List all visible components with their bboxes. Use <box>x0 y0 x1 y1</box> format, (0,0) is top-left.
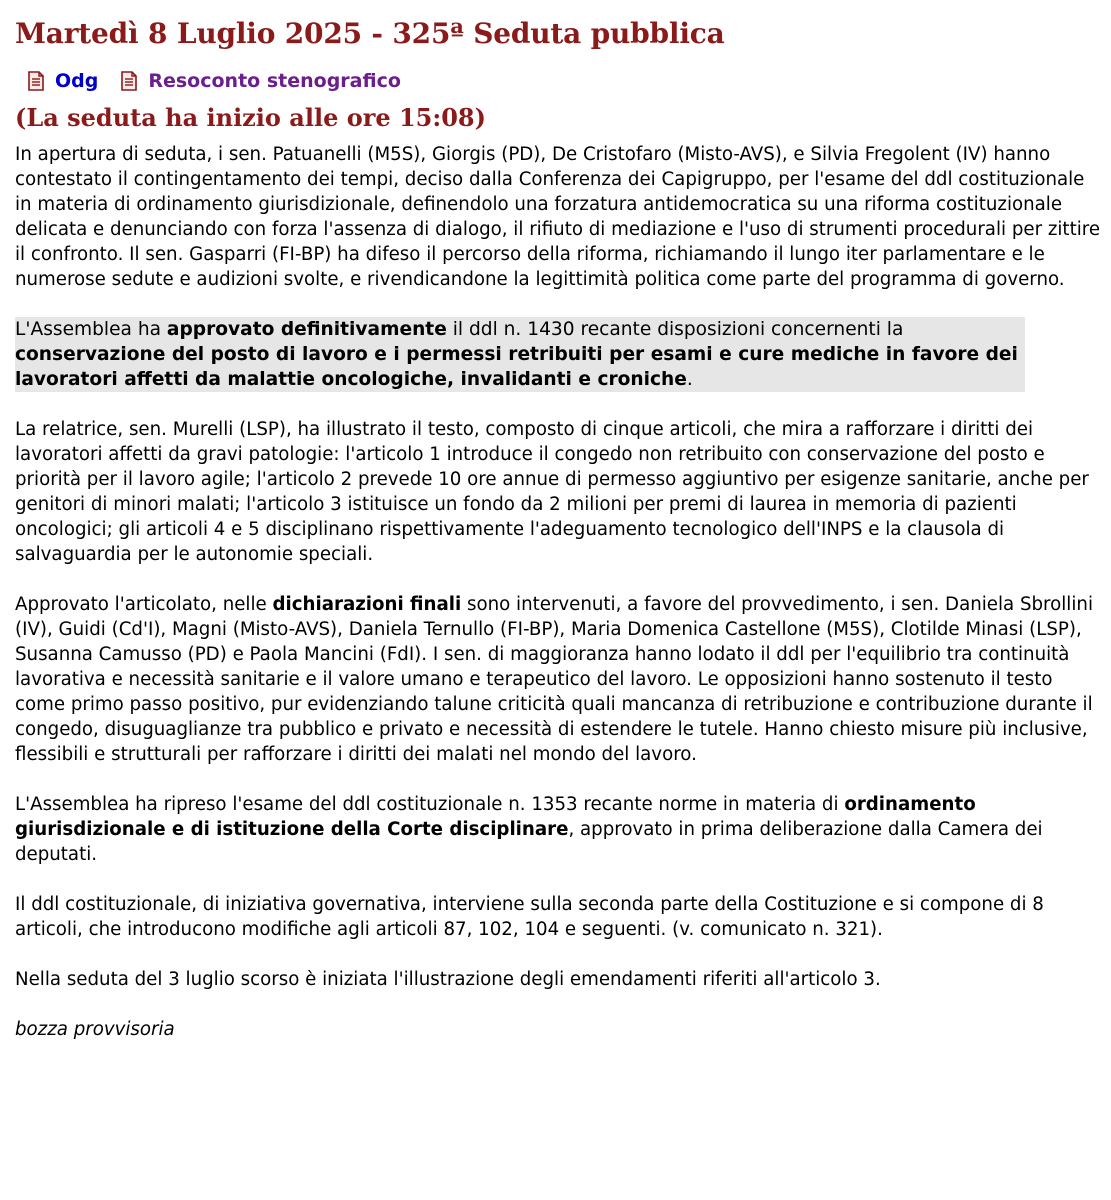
odg-link[interactable] <box>27 70 98 92</box>
paragraph-previous-session: Nella seduta del 3 luglio scorso è iniziata l'illustrazione degli emendamenti riferiti all'articolo 3. <box>15 969 881 990</box>
document-icon <box>120 71 138 91</box>
declarations-text-1: Approvato l'articolato, nelle <box>15 594 273 615</box>
page-title: Martedì 8 Luglio 2025 - 325ª Seduta pubblica <box>15 17 725 50</box>
paragraph-bill-details: Il ddl costituzionale, di iniziativa governativa, interviene sulla seconda parte della Costituzione e si compone di 8 articoli, che introducono modifiche agli articoli 87, 102, 104 e seguenti. (v. comunicato n. 321). <box>15 894 1044 940</box>
approval-bold-2: conservazione del posto di lavoro e i permessi retribuiti per esami e cure mediche in favore dei lavoratori affetti da malattie oncologiche, invalidanti e croniche <box>15 344 1018 390</box>
paragraph-rapporteur: La relatrice, sen. Murelli (LSP), ha illustrato il testo, composto di cinque articoli, che mira a rafforzare i diritti dei lavoratori affetti da gravi patologie: l'articolo 1 introduce il congedo non retribuito con conservazione del posto e priorità per il lavoro agile; l'articolo 2 prevede 10 ore annue di permesso aggiuntivo per esigenze sanitarie, anche per genitori di minori malati; l'articolo 3 istituisce un fondo da 2 milioni per premi di laurea in memoria di pazienti oncologici; gli articoli 4 e 5 disciplinano rispettivamente l'adeguamento tecnologico dell'INPS e la clausola di salvaguardia per le autonomie speciali. <box>15 419 1089 565</box>
page <box>15 0 1100 1060</box>
approval-text-1: L'Assemblea ha <box>15 319 167 340</box>
document-links <box>15 66 1100 96</box>
bill-text-1: L'Assemblea ha ripreso l'esame del ddl costituzionale n. 1353 recante norme in materia di <box>15 794 845 815</box>
approval-bold-1: approvato definitivamente <box>166 319 447 340</box>
paragraph-opening: In apertura di seduta, i sen. Patuanelli (M5S), Giorgis (PD), De Cristofaro (Misto-AVS), e Silvia Fregolent (IV) hanno contestato il contingentamento dei tempi, deciso dalla Conferenza dei Capigruppo, per l'esame del ddl costituzionale in materia di ordinamento giurisdizionale, definendolo una forzatura antidemocratica su una riforma costituzionale delicata e denunciando con forza l'assenza di dialogo, il rifiuto di mediazione e l'uso di strumenti procedurali per zittire il confronto. Il sen. Gasparri (FI-BP) ha difeso il percorso della riforma, richiamando il lungo iter parlamentare e le numerose sedute e audizioni svolte, e rivendicandone la legittimità politica come parte del programma di governo. <box>15 144 1101 290</box>
paragraph-approval <box>15 317 1025 392</box>
paragraph-constitutional-bill <box>15 792 1100 867</box>
draft-note: bozza provvisoria <box>15 1019 175 1040</box>
paragraph-final-declarations <box>15 592 1100 767</box>
declarations-bold: dichiarazioni finali <box>272 594 462 615</box>
approval-text-2: il ddl n. 1430 recante disposizioni concernenti la <box>446 319 904 340</box>
bill-bold: ordinamento giurisdizionale e di istituzione della Corte disciplinare <box>15 794 976 840</box>
odg-link-label: Odg <box>55 70 99 92</box>
bill-text-2: , approvato in prima deliberazione dalla Camera dei deputati. <box>15 819 1043 865</box>
approval-text-3: . <box>686 369 693 390</box>
resoconto-link[interactable] <box>120 70 401 92</box>
declarations-text-2: sono intervenuti, a favore del provvedimento, i sen. Daniela Sbrollini (IV), Guidi (Cd'I), Magni (Misto-AVS), Daniela Ternullo (FI-BP), Maria Domenica Castellone (M5S), Clotilde Minasi (LSP), Susanna Camusso (PD) e Paola Mancini (FdI). I sen. di maggioranza hanno lodato il ddl per l'equilibrio tra continuità lavorativa e necessità sanitarie e il valore umano e terapeutico del lavoro. Le opposizioni hanno sostenuto il testo come primo passo positivo, pur evidenziando talune criticità quali mancanza di retribuzione e contribuzione durante il congedo, disuguaglianze tra pubblico e privato e necessità di estendere le tutele. Hanno chiesto misure più inclusive, flessibili e strutturali per rafforzare i diritti dei malati nel mondo del lavoro. <box>15 594 1093 765</box>
session-start-heading: (La seduta ha inizio alle ore 15:08) <box>15 103 486 132</box>
document-icon <box>27 71 45 91</box>
resoconto-link-label: Resoconto stenografico <box>148 70 401 92</box>
